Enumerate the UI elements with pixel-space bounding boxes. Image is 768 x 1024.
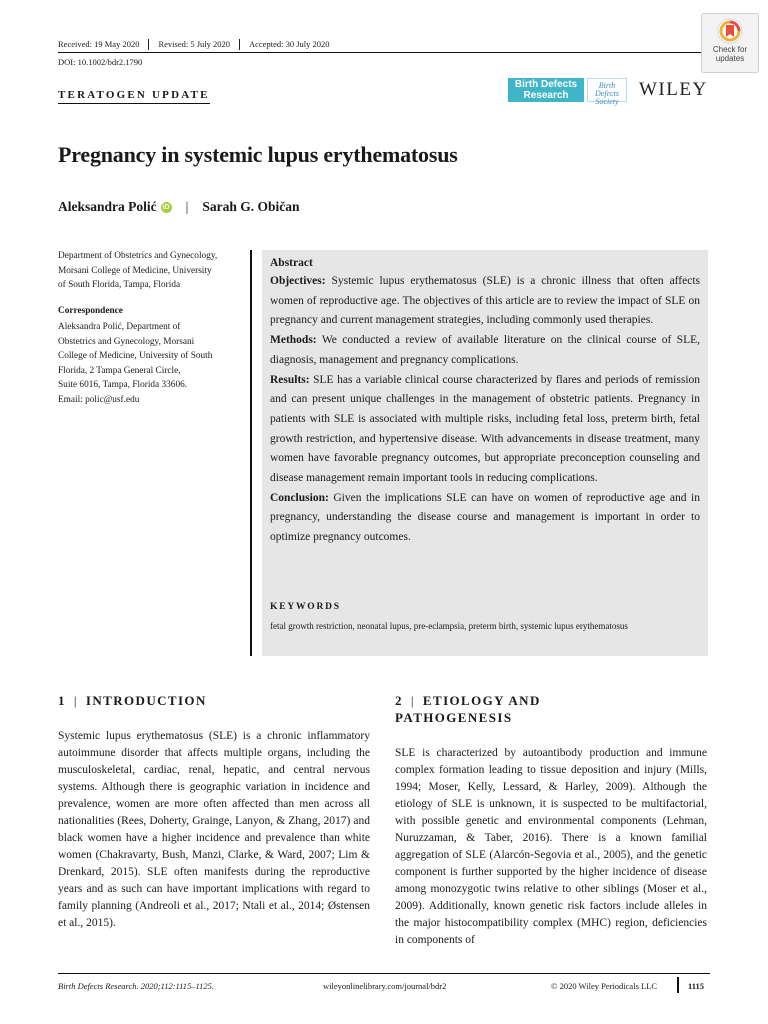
accepted-date: Accepted: 30 July 2020 xyxy=(239,39,339,50)
copyright: © 2020 Wiley Periodicals LLC xyxy=(551,981,658,991)
birth-defects-research-logo[interactable]: Birth Defects Research xyxy=(508,78,584,102)
correspondence-label: Correspondence xyxy=(58,306,123,316)
introduction-text: Systemic lupus erythematosus (SLE) is a chronic inflammatory autoimmune disorder that affects multiple organs, including the musculoskeletal, cardiac, renal, hepatic, and central nervous systems. Although there is geographic variation in incidence and prevalence, women are more often affected than men across all nationalities (Rees, Doherty, Grainge, Lanyon, & Zhang, 2017) and black women have a higher incidence and prevalence than white women (Chakravarty, Bush, Manzi, Clarke, & Ward, 2007; Lim & Drenkard, 2015). SLE often manifests during the reproductive years and as such can have important implications with regard to family planning (Andreoli et al., 2017; Ntali et al., 2014; Østensen et al., 2015). xyxy=(58,730,370,929)
correspondence-email[interactable]: Email: polic@usf.edu xyxy=(58,394,140,405)
doi[interactable]: DOI: 10.1002/bdr2.1790 xyxy=(58,57,143,67)
etiology-heading: 2 | ETIOLOGY AND PATHOGENESIS xyxy=(395,693,541,725)
wiley-logo[interactable]: WILEY xyxy=(639,79,708,100)
etiology-text: SLE is characterized by autoantibody production and immune complex formation leading to tissue deposition and injury (Mills, 1994; Moser, Kelly, Lessard, & Harley, 2009). Although the etiology of SLE is unknown, it is suspected to be multifactorial, with possible genetic and environmental components (Lehman, Nuruzzaman, & Taber, 2016). There is a known familial aggregation of SLE (Alarcón-Segovia et al., 2005), and the genetic component is further supported by the higher incidence of disease among monozygotic twins relative to other siblings (Moser et al., 2009). Additionally, known genetic risk factors include alleles in the major histocompatibility complex (MHC) region, deficiencies in components of xyxy=(395,747,707,946)
article-dates xyxy=(58,39,339,50)
article-type: TERATOGEN UPDATE xyxy=(58,89,210,104)
revised-date: Revised: 5 July 2020 xyxy=(148,39,239,50)
footer-separator xyxy=(677,977,679,993)
abstract-methods: Methods: We conducted a review of available literature on the clinical course of SLE, diagnosis, management and pregnancy complications. xyxy=(270,334,701,366)
author-name[interactable]: Sarah G. Običan xyxy=(202,199,300,214)
abstract-bar xyxy=(250,250,252,656)
author-separator: | xyxy=(185,199,189,214)
keywords-label: KEYWORDS xyxy=(270,602,341,612)
article-title: Pregnancy in systemic lupus erythematosus xyxy=(58,142,458,167)
introduction-heading: 1 | INTRODUCTION xyxy=(58,693,207,708)
journal-citation: Birth Defects Research. 2020;112:1115–1125. xyxy=(58,981,215,991)
received-date: Received: 19 May 2020 xyxy=(58,39,140,49)
abstract-conclusion: Conclusion: Given the implications SLE can have on women of reproductive age and in pregnancy, understanding the disease course and management is important in order to optimize pregnancy outcomes. xyxy=(270,491,700,544)
footer-rule xyxy=(58,973,710,974)
abstract-objectives: Objectives: Systemic lupus erythematosus (SLE) is a chronic illness that often affects women of reproductive age. The objectives of this article are to review the impact of SLE on pregnancy and current management strategies, including commonly used therapies. xyxy=(270,275,701,327)
journal-url[interactable]: wileyonlinelibrary.com/journal/bdr2 xyxy=(323,981,447,991)
header-rule xyxy=(58,52,710,53)
publisher-logos xyxy=(508,78,708,106)
check-updates-label: Check for updates xyxy=(712,45,748,63)
keywords: fetal growth restriction, neonatal lupus, pre-eclampsia, preterm birth, systemic lupus erythematosus xyxy=(270,621,628,631)
abstract-box xyxy=(262,250,708,656)
birth-defects-society-logo[interactable]: Birth Defects Society xyxy=(587,78,627,102)
affiliation: Department of Obstetrics and Gynecology, Morsani College of Medicine, University of South Florida, Tampa, Florida xyxy=(58,251,218,290)
author-name[interactable]: Aleksandra Polić xyxy=(58,199,157,214)
check-for-updates-button[interactable] xyxy=(701,13,759,73)
page-number: 1115 xyxy=(688,981,705,991)
orcid-icon[interactable]: iD xyxy=(162,203,170,211)
check-updates-icon xyxy=(717,18,743,44)
correspondence-details: Aleksandra Polić, Department of Obstetrics and Gynecology, Morsani College of Medicine, University of South Florida, 2 Tampa General Circle, Suite 6016, Tampa, Florida 33606. Email: polic@usf.edu xyxy=(58,320,248,407)
author-list xyxy=(58,199,300,215)
abstract-results: Results: SLE has a variable clinical course characterized by flares and periods of remission and can present unique challenges in the management of obstetric patients. Pregnancy in patients with SLE is associated with multiple risks, including fetal loss, preterm birth, fetal growth restriction, and hypertensive disease. With advancements in disease treatment, many women have favorable pregnancy outcomes, but appropriate preconception counseling and disease management remain important tools in reducing complications. xyxy=(270,373,701,485)
abstract-title: Abstract xyxy=(270,257,313,269)
